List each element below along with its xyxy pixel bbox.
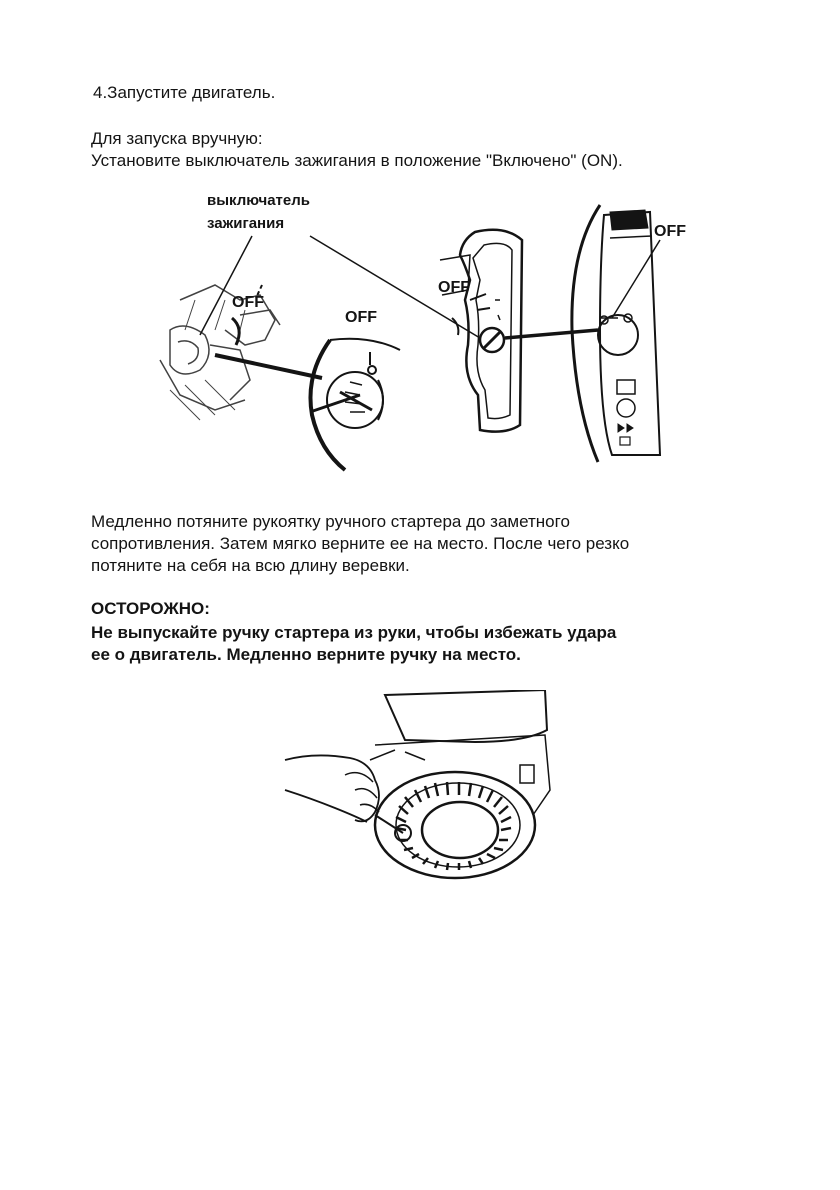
- rotation-arrow-left: [232, 318, 239, 345]
- pull-instruction-line2: сопротивления. Затем мягко верните ее на место. После чего резко: [91, 534, 630, 553]
- switch-knob-right: [598, 315, 638, 355]
- off-label-left: OFF: [232, 294, 264, 311]
- starter-center: [422, 802, 498, 858]
- connector-line-left: [215, 355, 322, 378]
- off-label-middle: OFF: [438, 279, 470, 296]
- off-label-switch: OFF: [345, 309, 377, 326]
- figure-caption-line1: выключатель: [207, 192, 310, 209]
- manual-start-intro: Для запуска вручную:: [91, 129, 263, 148]
- leader-line-left: [200, 236, 252, 335]
- figure-caption-line2: зажигания: [207, 215, 285, 232]
- caution-title: ОСТОРОЖНО:: [91, 599, 210, 618]
- connector-line-right: [505, 330, 598, 338]
- off-label-right: OFF: [654, 223, 686, 240]
- step-heading: 4.Запустите двигатель.: [93, 83, 276, 102]
- manual-start-instruction: Установите выключатель зажигания в положение "Включено" (ON).: [91, 151, 623, 170]
- caution-line1: Не выпускайте ручку стартера из руки, чтобы избежать удара: [91, 623, 617, 642]
- engine-housing: [385, 690, 547, 742]
- ignition-switch-figure: [0, 0, 840, 480]
- pull-instruction-line1: Медленно потяните рукоятку ручного стартера до заметного: [91, 512, 570, 531]
- caution-line2: ее о двигатель. Медленно верните ручку на место.: [91, 645, 521, 664]
- starter-pull-figure: [275, 690, 575, 890]
- control-panel-right: [572, 205, 660, 462]
- control-panel-middle: [440, 230, 598, 432]
- pull-instruction-line3: потяните на себя на всю длину веревки.: [91, 556, 410, 575]
